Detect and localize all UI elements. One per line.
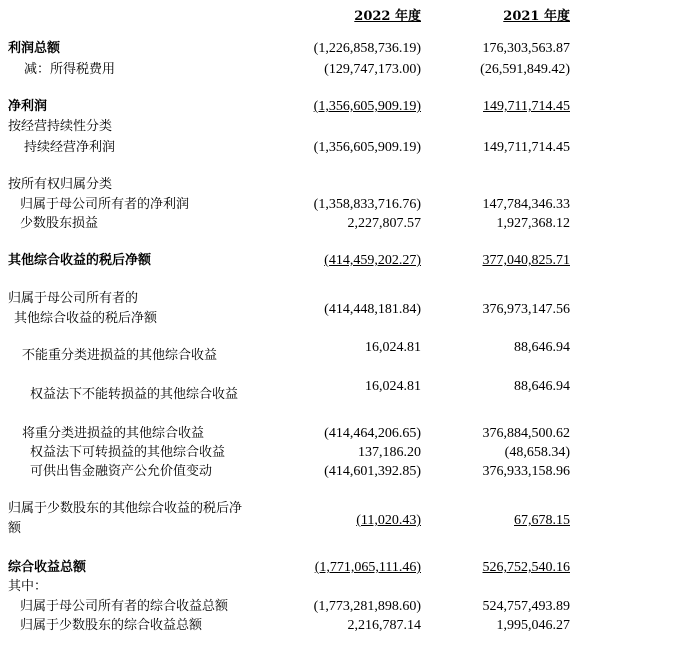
row-label: 利润总额 <box>8 41 61 56</box>
value-2022: (129,747,173.00) <box>324 62 421 77</box>
table-row <box>0 252 700 270</box>
table-row <box>0 196 700 214</box>
row-label: 不能重分类进损益的其他综合收益 <box>22 348 218 363</box>
row-label: 按所有权归属分类 <box>8 177 113 192</box>
row-label: 按经营持续性分类 <box>8 119 113 134</box>
row-label: 少数股东损益 <box>20 216 99 231</box>
table-row <box>0 139 700 157</box>
row-label: 将重分类进损益的其他综合收益 <box>22 426 205 441</box>
table-row <box>0 98 700 116</box>
table-row <box>0 513 700 538</box>
row-label: 归属于少数股东的其他综合收益的税后净 <box>8 501 243 516</box>
table-row <box>0 425 700 443</box>
table-row <box>0 617 700 635</box>
row-label: 其他综合收益的税后净额 <box>8 253 152 268</box>
value-2022: (1,358,833,716.76) <box>313 197 421 212</box>
row-label: 额 <box>8 521 22 536</box>
value-2021: 1,927,368.12 <box>496 216 570 231</box>
row-label: 可供出售金融资产公允价值变动 <box>30 464 213 479</box>
value-2022: (1,773,281,898.60) <box>313 599 421 614</box>
table-row <box>0 340 700 365</box>
value-2022: 16,024.81 <box>365 379 421 394</box>
value-2022: (414,601,392.85) <box>324 464 421 479</box>
value-2022: (11,020.43) <box>356 513 421 528</box>
value-2022: 16,024.81 <box>365 340 421 355</box>
value-2021: 88,646.94 <box>514 340 570 355</box>
value-2021: 376,884,500.62 <box>482 426 570 441</box>
value-2021: (48,658.34) <box>504 445 570 460</box>
row-label: 权益法下不能转损益的其他综合收益 <box>30 387 239 402</box>
row-label: 综合收益总额 <box>8 560 87 575</box>
value-2022: (414,464,206.65) <box>324 426 421 441</box>
value-2022: (1,356,605,909.19) <box>313 99 421 114</box>
table-row <box>0 61 700 79</box>
row-label: 减：所得税费用 <box>24 62 116 77</box>
value-2021: 176,303,563.87 <box>482 41 570 56</box>
value-2022: (1,226,858,736.19) <box>313 41 421 56</box>
table-row <box>0 444 700 462</box>
table-row <box>0 302 700 328</box>
value-2022: 2,216,787.14 <box>347 618 421 633</box>
row-label: 其中： <box>8 579 48 594</box>
row-label: 归属于母公司所有者的 <box>8 291 139 306</box>
value-2021: 526,752,540.16 <box>482 560 570 575</box>
value-2022: 2,227,807.57 <box>347 216 421 231</box>
table-row <box>0 559 700 577</box>
value-2022: (1,356,605,909.19) <box>313 140 421 155</box>
value-2021: 376,933,158.96 <box>482 464 570 479</box>
value-2022: 137,186.20 <box>358 445 421 460</box>
table-row <box>0 463 700 481</box>
table-row <box>0 578 700 596</box>
value-2021: 88,646.94 <box>514 379 570 394</box>
value-2021: 149,711,714.45 <box>483 99 570 114</box>
value-2021: 377,040,825.71 <box>482 253 570 268</box>
row-label: 归属于母公司所有者的净利润 <box>20 197 190 212</box>
value-2021: 524,757,493.89 <box>482 599 570 614</box>
table-row <box>0 176 700 194</box>
table-row <box>0 215 700 233</box>
row-label: 权益法下可转损益的其他综合收益 <box>30 445 226 460</box>
column-header-2021: 2021 年度 <box>503 9 570 24</box>
value-2022: (414,448,181.84) <box>324 302 421 317</box>
table-row <box>0 118 700 136</box>
row-label: 净利润 <box>8 99 48 114</box>
value-2021: 147,784,346.33 <box>482 197 570 212</box>
value-2021: (26,591,849.42) <box>480 62 570 77</box>
value-2021: 149,711,714.45 <box>483 140 570 155</box>
row-label: 归属于母公司所有者的综合收益总额 <box>20 599 229 614</box>
value-2022: (414,459,202.27) <box>324 253 421 268</box>
column-header-2022: 2022 年度 <box>354 9 421 24</box>
value-2021: 376,973,147.56 <box>482 302 570 317</box>
row-label: 其他综合收益的税后净额 <box>14 311 158 326</box>
table-row <box>0 40 700 58</box>
row-label: 归属于少数股东的综合收益总额 <box>20 618 203 633</box>
value-2021: 67,678.15 <box>514 513 570 528</box>
value-2021: 1,995,046.27 <box>496 618 570 633</box>
row-label: 持续经营净利润 <box>24 140 116 155</box>
table-row <box>0 379 700 404</box>
value-2022: (1,771,065,111.46) <box>314 560 421 575</box>
table-row <box>0 598 700 616</box>
